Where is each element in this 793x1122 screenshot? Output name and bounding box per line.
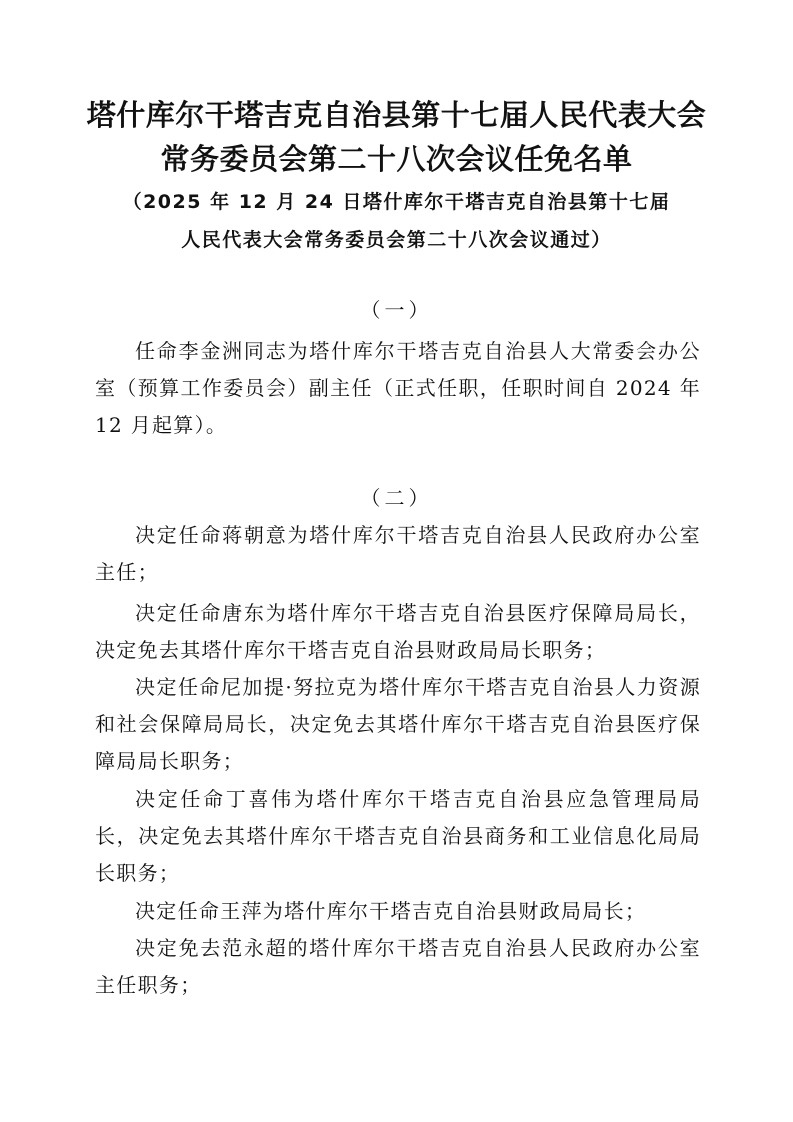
section-2-paragraph-4: 决定任命丁喜伟为塔什库尔干塔吉克自治县应急管理局局长，决定免去其塔什库尔干塔吉克自治县商务和工业信息化局局长职务； <box>95 787 701 885</box>
section-1-paragraph: 任命李金洲同志为塔什库尔干塔吉克自治县人大常委会办公室（预算工作委员会）副主任（正式任职，任职时间自 2024 年 12 月起算）。 <box>95 339 701 437</box>
section-2-paragraph-3: 决定任命尼加提·努拉克为塔什库尔干塔吉克自治县人力资源和社会保障局局长，决定免去其塔什库尔干塔吉克自治县医疗保障局局长职务； <box>95 675 701 773</box>
document-subtitle-line-2: 人民代表大会常务委员会第二十八次会议通过） <box>181 229 612 251</box>
section-heading-2: （二） <box>360 486 433 510</box>
section-2-paragraph-6: 决定免去范永超的塔什库尔干塔吉克自治县人民政府办公室主任职务； <box>95 936 701 997</box>
document-title-line-2: 常务委员会第二十八次会议任免名单 <box>160 142 633 176</box>
section-heading-1: （一） <box>360 298 433 322</box>
document-title-line-1: 塔什库尔干塔吉克自治县第十七届人民代表大会 <box>86 98 707 132</box>
section-2-paragraph-5: 决定任命王萍为塔什库尔干塔吉克自治县财政局局长； <box>135 899 647 923</box>
document-subtitle-line-1: （2025 年 12 月 24 日塔什库尔干塔吉克自治县第十七届 <box>122 191 671 213</box>
section-2-paragraph-1: 决定任命蒋朝意为塔什库尔干塔吉克自治县人民政府办公室主任； <box>95 523 701 584</box>
section-2-paragraph-2: 决定任命唐东为塔什库尔干塔吉克自治县医疗保障局局长，决定免去其塔什库尔干塔吉克自治县财政局局长职务； <box>95 601 701 662</box>
